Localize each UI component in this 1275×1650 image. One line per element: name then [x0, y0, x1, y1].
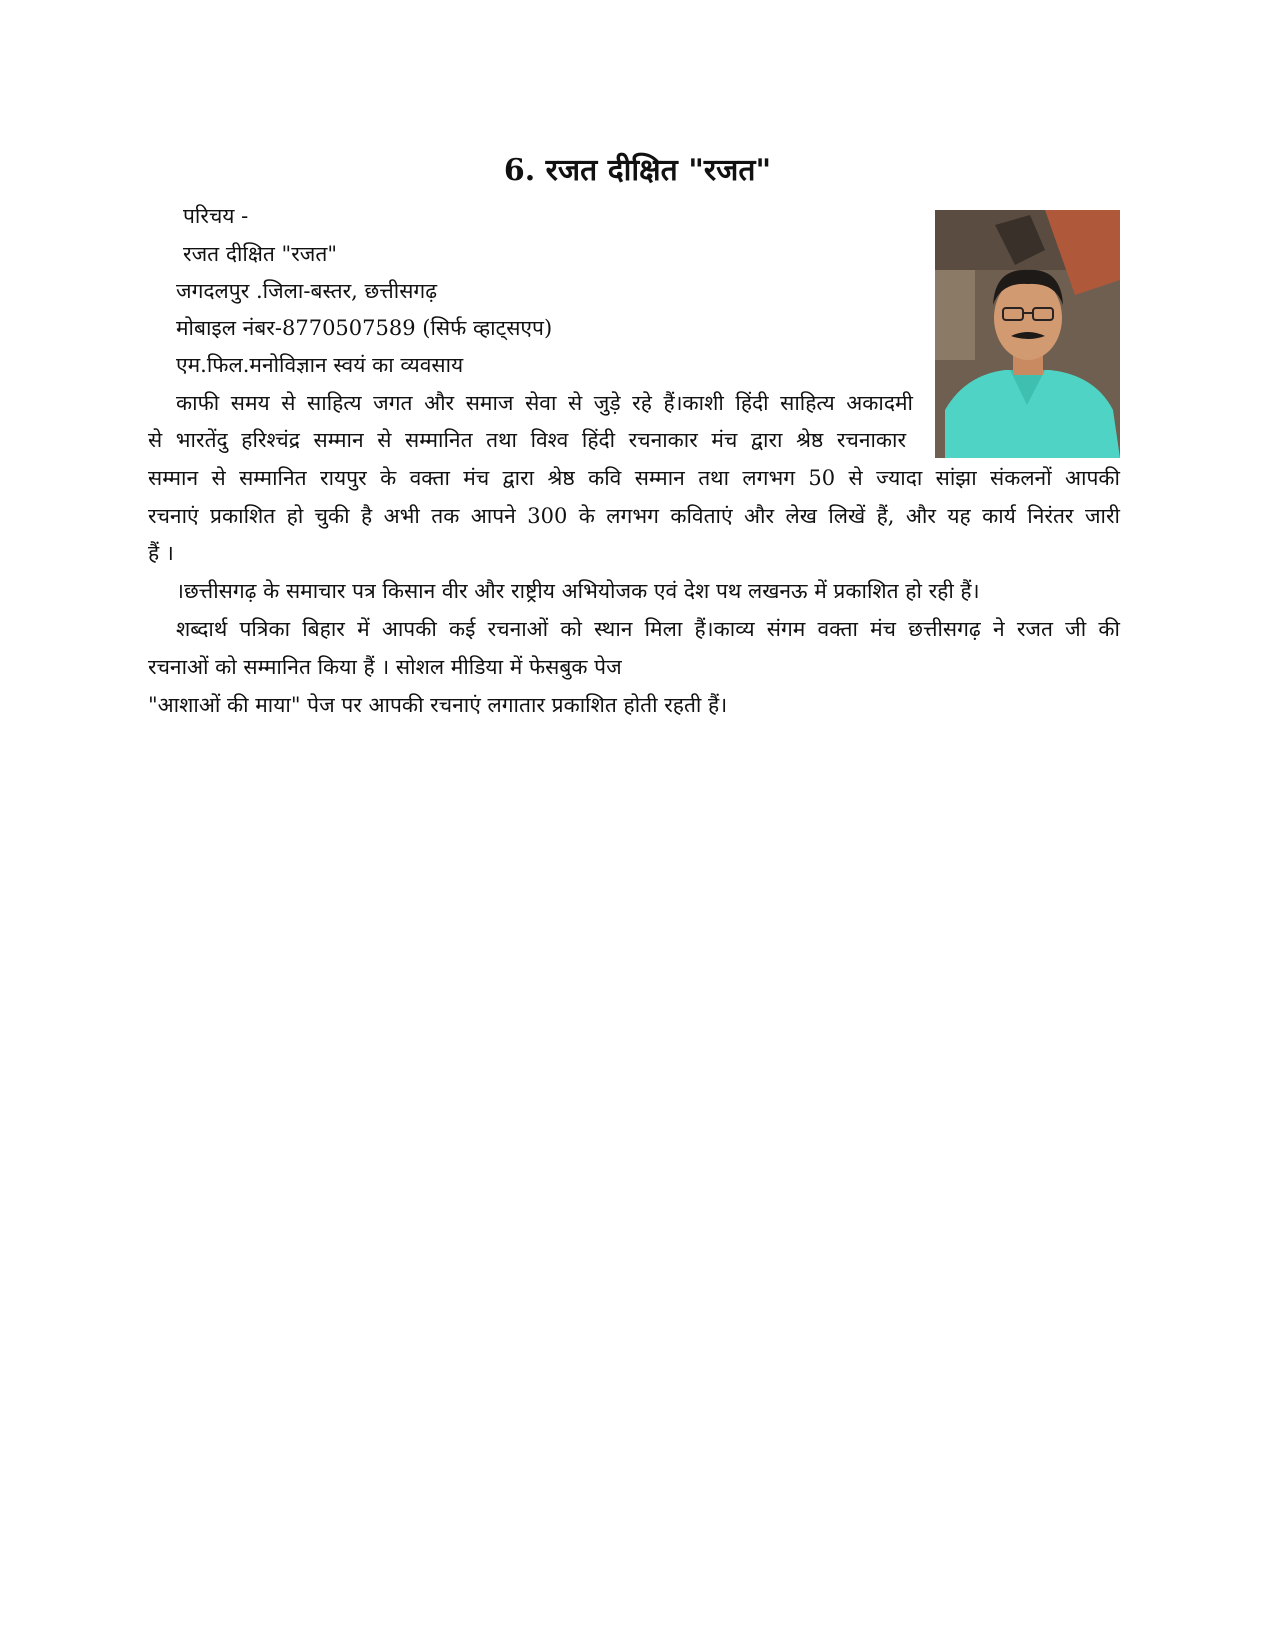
intro-line-name: रजत दीक्षित "रजत" — [183, 242, 338, 266]
intro-line-address: जगदलपुर .जिला-बस्तर, छत्तीसगढ़ — [176, 279, 438, 303]
paragraph-line: सम्मान से सम्मानित रायपुर के वक्ता मंच द्वारा श्रेष्ठ कवि सम्मान तथा लगभग 50 से ज्यादा सांझा संकलनों आपकी — [148, 466, 1120, 490]
paragraph-line: शब्दार्थ पत्रिका बिहार में आपकी कई रचनाओं को स्थान मिला हैं।काव्य संगम वक्ता मंच छत्तीसगढ़ ने रजत जी की — [176, 617, 1120, 641]
paragraph-line: "आशाओं की माया" पेज पर आपकी रचनाएं लगातार प्रकाशित होती रहती हैं। — [148, 693, 728, 717]
paragraph-line: रचनाओं को सम्मानित किया हैं । सोशल मीडिया में फेसबुक पेज — [148, 655, 622, 679]
paragraph-line: से भारतेंदु हरिश्चंद्र सम्मान से सम्मानित तथा विश्व हिंदी रचनाकार मंच द्वारा श्रेष्ठ रचनाकार — [148, 428, 907, 452]
intro-line-mobile: मोबाइल नंबर-8770507589 (सिर्फ व्हाट्सएप) — [176, 316, 553, 340]
paragraph-line: ।छत्तीसगढ़ के समाचार पत्र किसान वीर और राष्ट्रीय अभियोजक एवं देश पथ लखनऊ में प्रकाशित हो रही हैं। — [176, 579, 980, 603]
intro-line-parichay: परिचय - — [183, 204, 249, 228]
intro-line-education: एम.फिल.मनोविज्ञान स्वयं का व्यवसाय — [176, 353, 464, 377]
paragraph-line: रचनाएं प्रकाशित हो चुकी है अभी तक आपने 300 के लगभग कविताएं और लेख लिखें हैं, और यह कार्य निरंतर जारी — [148, 504, 1120, 528]
page-title: 6. रजत दीक्षित "रजत" — [503, 153, 772, 188]
paragraph-line: काफी समय से साहित्य जगत और समाज सेवा से जुड़े रहे हैं।काशी हिंदी साहित्य अकादमी — [176, 391, 913, 415]
paragraph-line: हैं । — [148, 541, 174, 565]
author-photo — [935, 210, 1120, 458]
author-portrait-icon — [935, 210, 1120, 458]
